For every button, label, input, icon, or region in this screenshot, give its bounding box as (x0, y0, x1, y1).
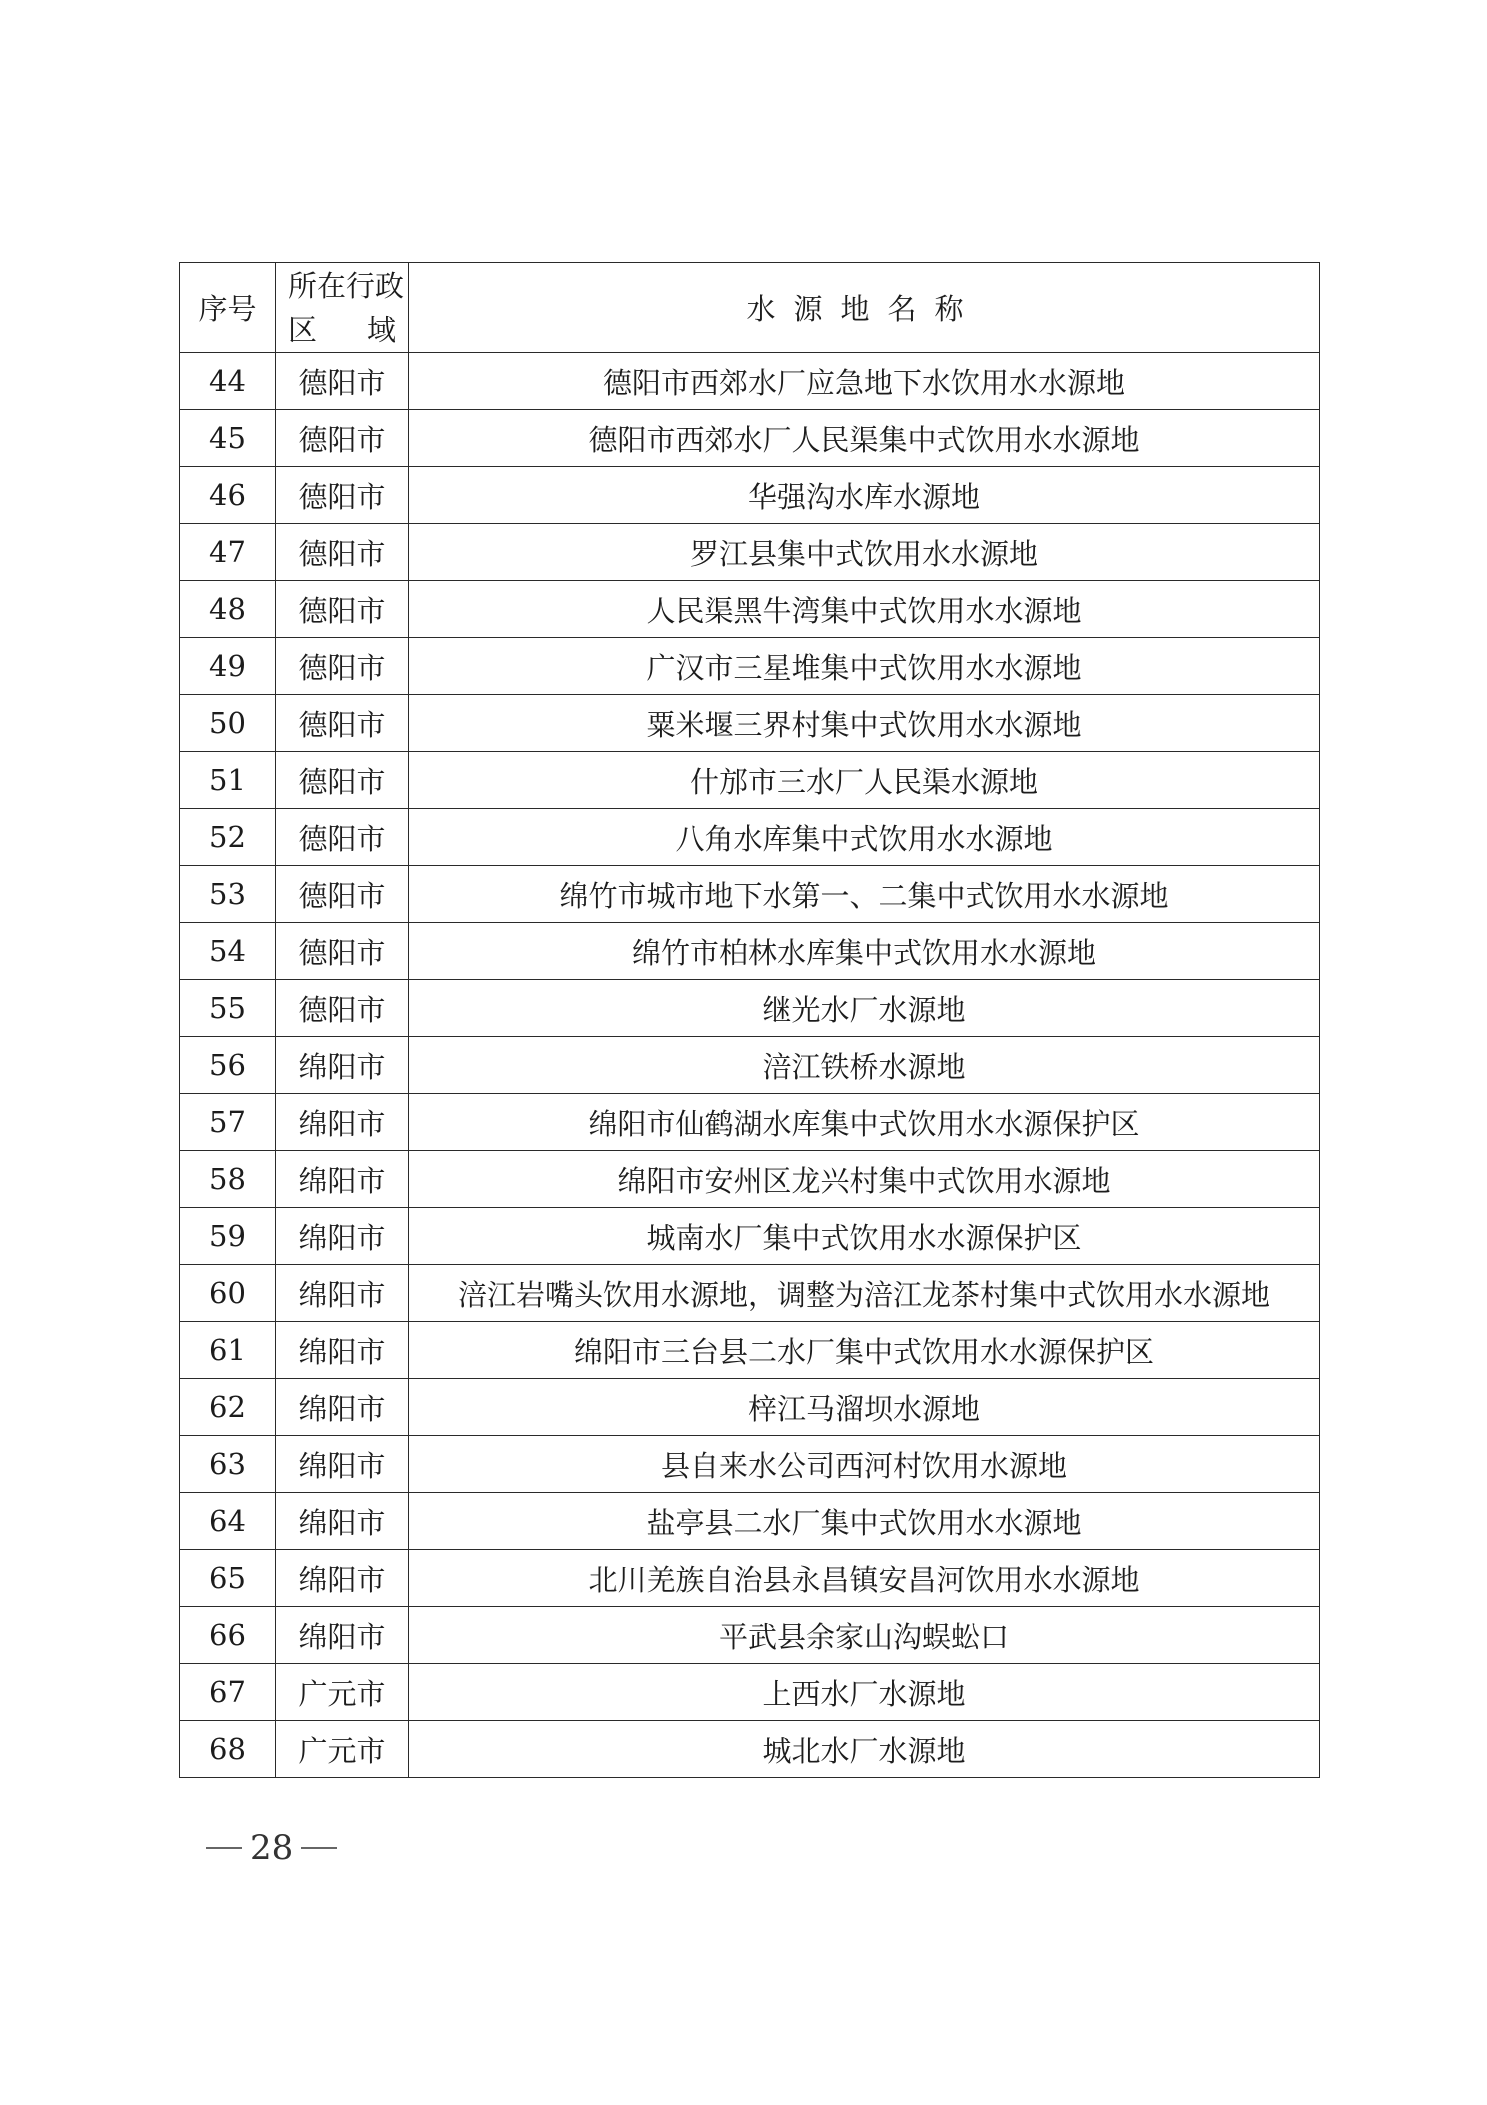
cell-name: 粟米堰三界村集中式饮用水水源地 (409, 695, 1320, 752)
cell-name: 梓江马溜坝水源地 (409, 1379, 1320, 1436)
cell-no: 50 (180, 695, 276, 752)
cell-name: 城北水厂水源地 (409, 1721, 1320, 1778)
cell-name: 华强沟水库水源地 (409, 467, 1320, 524)
cell-region: 德阳市 (276, 353, 409, 410)
cell-region: 绵阳市 (276, 1607, 409, 1664)
cell-name: 上西水厂水源地 (409, 1664, 1320, 1721)
cell-name: 平武县余家山沟蜈蚣口 (409, 1607, 1320, 1664)
cell-region: 广元市 (276, 1664, 409, 1721)
cell-region: 绵阳市 (276, 1493, 409, 1550)
cell-no: 48 (180, 581, 276, 638)
cell-name: 继光水厂水源地 (409, 980, 1320, 1037)
cell-no: 59 (180, 1208, 276, 1265)
cell-region: 绵阳市 (276, 1094, 409, 1151)
table-row (180, 1151, 1320, 1208)
cell-no: 67 (180, 1664, 276, 1721)
cell-region: 德阳市 (276, 752, 409, 809)
cell-name: 德阳市西郊水厂应急地下水饮用水水源地 (409, 353, 1320, 410)
cell-no: 68 (180, 1721, 276, 1778)
cell-no: 46 (180, 467, 276, 524)
cell-region: 绵阳市 (276, 1550, 409, 1607)
cell-region: 德阳市 (276, 524, 409, 581)
cell-name: 涪江岩嘴头饮用水源地，调整为涪江龙茶村集中式饮用水水源地 (409, 1265, 1320, 1322)
header-region-line1: 所在行政 (288, 268, 405, 303)
cell-region: 绵阳市 (276, 1436, 409, 1493)
cell-name: 罗江县集中式饮用水水源地 (409, 524, 1320, 581)
cell-name: 德阳市西郊水厂人民渠集中式饮用水水源地 (409, 410, 1320, 467)
table-row (180, 524, 1320, 581)
header-region-char-a: 区 (288, 312, 318, 347)
cell-no: 63 (180, 1436, 276, 1493)
cell-no: 47 (180, 524, 276, 581)
cell-region: 德阳市 (276, 923, 409, 980)
cell-no: 44 (180, 353, 276, 410)
cell-name: 北川羌族自治县永昌镇安昌河饮用水水源地 (409, 1550, 1320, 1607)
cell-name: 人民渠黑牛湾集中式饮用水水源地 (409, 581, 1320, 638)
table-row (180, 1208, 1320, 1265)
cell-name: 绵阳市仙鹤湖水库集中式饮用水水源保护区 (409, 1094, 1320, 1151)
cell-no: 56 (180, 1037, 276, 1094)
cell-name: 什邡市三水厂人民渠水源地 (409, 752, 1320, 809)
cell-region: 德阳市 (276, 980, 409, 1037)
table-row (180, 1721, 1320, 1778)
table-row (180, 353, 1320, 410)
table-row (180, 752, 1320, 809)
cell-region: 绵阳市 (276, 1322, 409, 1379)
cell-no: 64 (180, 1493, 276, 1550)
water-source-table (179, 262, 1320, 1778)
cell-no: 51 (180, 752, 276, 809)
table-row (180, 809, 1320, 866)
table-row (180, 1436, 1320, 1493)
cell-no: 55 (180, 980, 276, 1037)
footer-dash-left (206, 1847, 242, 1849)
cell-name: 盐亭县二水厂集中式饮用水水源地 (409, 1493, 1320, 1550)
cell-no: 65 (180, 1550, 276, 1607)
table-row (180, 1094, 1320, 1151)
cell-no: 53 (180, 866, 276, 923)
table-row (180, 1664, 1320, 1721)
cell-region: 广元市 (276, 1721, 409, 1778)
cell-no: 66 (180, 1607, 276, 1664)
table-row (180, 1493, 1320, 1550)
table-row (180, 581, 1320, 638)
table-row (180, 1037, 1320, 1094)
table-row (180, 638, 1320, 695)
table-row (180, 980, 1320, 1037)
cell-name: 绵阳市三台县二水厂集中式饮用水水源保护区 (409, 1322, 1320, 1379)
cell-name: 八角水库集中式饮用水水源地 (409, 809, 1320, 866)
table-row (180, 1265, 1320, 1322)
cell-no: 49 (180, 638, 276, 695)
cell-no: 52 (180, 809, 276, 866)
cell-no: 45 (180, 410, 276, 467)
table-row (180, 923, 1320, 980)
page-number: 28 (250, 1828, 294, 1868)
table-row (180, 410, 1320, 467)
cell-region: 绵阳市 (276, 1151, 409, 1208)
cell-region: 德阳市 (276, 467, 409, 524)
cell-name: 广汉市三星堆集中式饮用水水源地 (409, 638, 1320, 695)
table-row (180, 866, 1320, 923)
cell-no: 58 (180, 1151, 276, 1208)
cell-region: 德阳市 (276, 695, 409, 752)
cell-name: 绵竹市城市地下水第一、二集中式饮用水水源地 (409, 866, 1320, 923)
cell-region: 德阳市 (276, 809, 409, 866)
cell-region: 德阳市 (276, 866, 409, 923)
cell-region: 绵阳市 (276, 1037, 409, 1094)
cell-name: 绵竹市柏林水库集中式饮用水水源地 (409, 923, 1320, 980)
table-row (180, 1550, 1320, 1607)
cell-region: 绵阳市 (276, 1265, 409, 1322)
table-row (180, 695, 1320, 752)
table-row (180, 1322, 1320, 1379)
cell-region: 绵阳市 (276, 1379, 409, 1436)
cell-no: 57 (180, 1094, 276, 1151)
cell-region: 德阳市 (276, 638, 409, 695)
table-row (180, 1379, 1320, 1436)
header-no: 序号 (180, 263, 276, 353)
table-row (180, 467, 1320, 524)
cell-region: 德阳市 (276, 410, 409, 467)
table-header-row (180, 263, 1320, 353)
cell-name: 城南水厂集中式饮用水水源保护区 (409, 1208, 1320, 1265)
table-row (180, 1607, 1320, 1664)
header-region (276, 263, 409, 353)
header-region-char-b: 域 (366, 312, 396, 347)
cell-no: 54 (180, 923, 276, 980)
cell-no: 60 (180, 1265, 276, 1322)
cell-region: 德阳市 (276, 581, 409, 638)
page-footer (198, 1828, 345, 1868)
cell-region: 绵阳市 (276, 1208, 409, 1265)
cell-name: 县自来水公司西河村饮用水源地 (409, 1436, 1320, 1493)
header-name: 水源地名称 (409, 263, 1320, 353)
cell-no: 62 (180, 1379, 276, 1436)
cell-name: 涪江铁桥水源地 (409, 1037, 1320, 1094)
cell-name: 绵阳市安州区龙兴村集中式饮用水源地 (409, 1151, 1320, 1208)
footer-dash-right (301, 1847, 337, 1849)
cell-no: 61 (180, 1322, 276, 1379)
